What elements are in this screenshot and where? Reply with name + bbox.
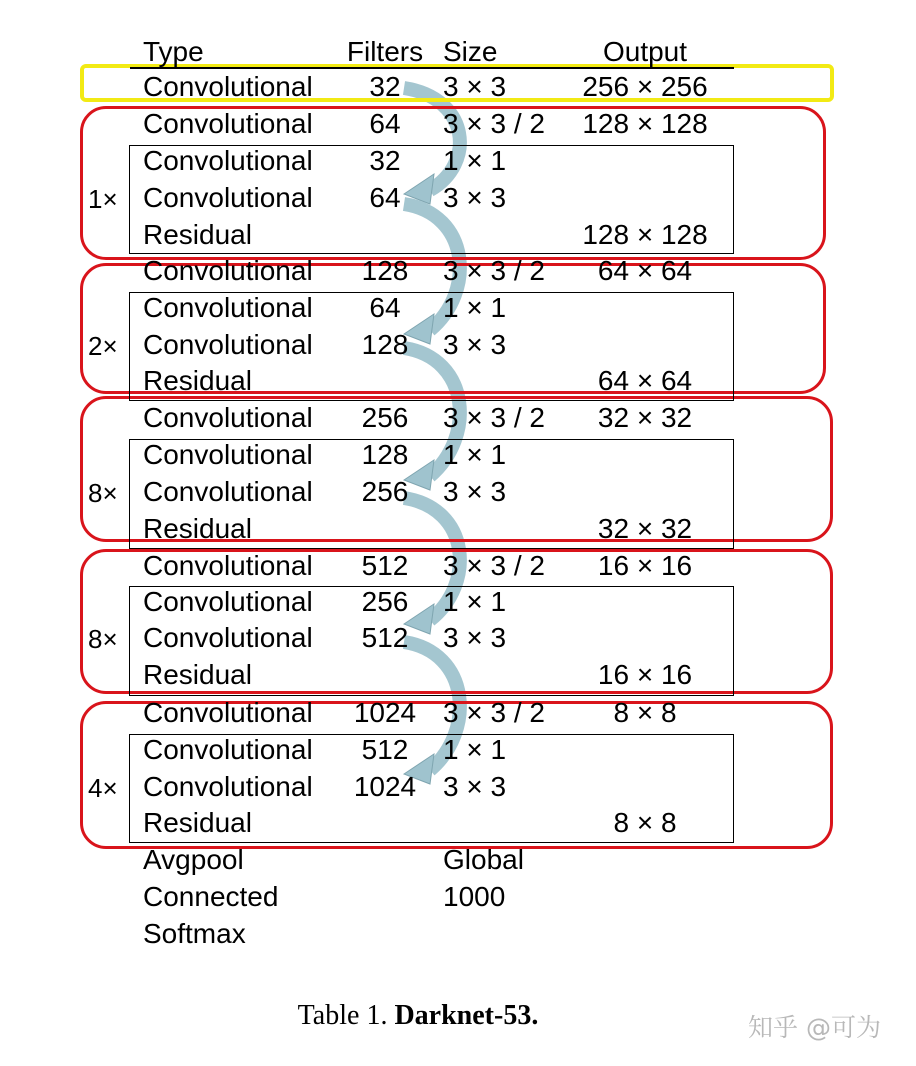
row-6-size: 1 × 1 [443,292,507,323]
row-10-type: Convolutional [143,439,313,470]
header-size: Size [443,36,498,67]
row-14-type: Convolutional [143,586,313,617]
caption-title: Darknet-53. [394,1000,539,1031]
watermark-text: 知乎 @可为 [748,1013,881,1042]
row-19-type: Convolutional [143,771,313,802]
block-multiplier-4: 8× [88,624,118,654]
row-8-output: 64 × 64 [597,365,693,396]
row-7-filters: 128 [361,329,409,360]
row-4-type: Residual [143,219,252,250]
header-output: Output [602,36,688,67]
table-caption [0,996,836,1036]
row-14-size: 1 × 1 [443,586,507,617]
block-multiplier-2: 2× [88,331,118,361]
row-14-filters: 256 [361,586,409,617]
row-12-type: Residual [143,513,252,544]
row-16-type: Residual [143,659,252,690]
row-13-type: Convolutional [143,550,313,581]
row-21-type: Avgpool [143,844,244,875]
row-12-output: 32 × 32 [597,513,693,544]
row-2-filters: 32 [369,145,401,176]
row-2-type: Convolutional [143,145,313,176]
row-11-filters: 256 [361,476,409,507]
header-filters: Filters [346,36,424,67]
row-5-type: Convolutional [143,255,313,286]
row-5-size: 3 × 3 / 2 [443,255,545,286]
row-20-type: Residual [143,807,252,838]
row-18-filters: 512 [361,734,409,765]
row-15-filters: 512 [361,622,409,653]
row-20-output: 8 × 8 [613,807,677,838]
row-13-size: 3 × 3 / 2 [443,550,545,581]
row-22-type: Connected [143,881,279,912]
row-6-type: Convolutional [143,292,313,323]
row-7-type: Convolutional [143,329,313,360]
row-18-size: 1 × 1 [443,734,507,765]
row-13-filters: 512 [361,550,409,581]
row-0-size: 3 × 3 [443,71,507,102]
row-17-filters: 1024 [353,697,417,728]
row-1-size: 3 × 3 / 2 [443,108,545,139]
row-11-type: Convolutional [143,476,313,507]
row-17-size: 3 × 3 / 2 [443,697,545,728]
row-15-size: 3 × 3 [443,622,507,653]
row-3-type: Convolutional [143,182,313,213]
row-2-size: 1 × 1 [443,145,507,176]
block-multiplier-5: 4× [88,773,118,803]
block-multiplier-1: 1× [88,184,118,214]
row-3-size: 3 × 3 [443,182,507,213]
row-15-type: Convolutional [143,622,313,653]
row-17-output: 8 × 8 [613,697,677,728]
row-11-size: 3 × 3 [443,476,507,507]
row-1-type: Convolutional [143,108,313,139]
row-6-filters: 64 [369,292,401,323]
header-type: Type [143,36,204,67]
row-7-size: 3 × 3 [443,329,507,360]
row-1-filters: 64 [369,108,401,139]
caption-prefix: Table 1. [297,1000,395,1031]
row-13-output: 16 × 16 [597,550,693,581]
row-4-output: 128 × 128 [582,219,708,250]
row-17-type: Convolutional [143,697,313,728]
row-0-filters: 32 [369,71,401,102]
row-9-size: 3 × 3 / 2 [443,402,545,433]
row-5-output: 64 × 64 [597,255,693,286]
row-9-output: 32 × 32 [597,402,693,433]
row-3-filters: 64 [369,182,401,213]
row-23-type: Softmax [143,918,246,949]
row-16-output: 16 × 16 [597,659,693,690]
row-1-output: 128 × 128 [582,108,708,139]
row-9-type: Convolutional [143,402,313,433]
row-22-size: 1000 [443,881,506,912]
row-19-size: 3 × 3 [443,771,507,802]
block-multiplier-3: 8× [88,478,118,508]
row-10-filters: 128 [361,439,409,470]
row-8-type: Residual [143,365,252,396]
row-9-filters: 256 [361,402,409,433]
row-0-output: 256 × 256 [582,71,708,102]
row-5-filters: 128 [361,255,409,286]
row-19-filters: 1024 [353,771,417,802]
row-18-type: Convolutional [143,734,313,765]
row-21-size: Global [443,844,524,875]
row-10-size: 1 × 1 [443,439,507,470]
row-0-type: Convolutional [143,71,313,102]
